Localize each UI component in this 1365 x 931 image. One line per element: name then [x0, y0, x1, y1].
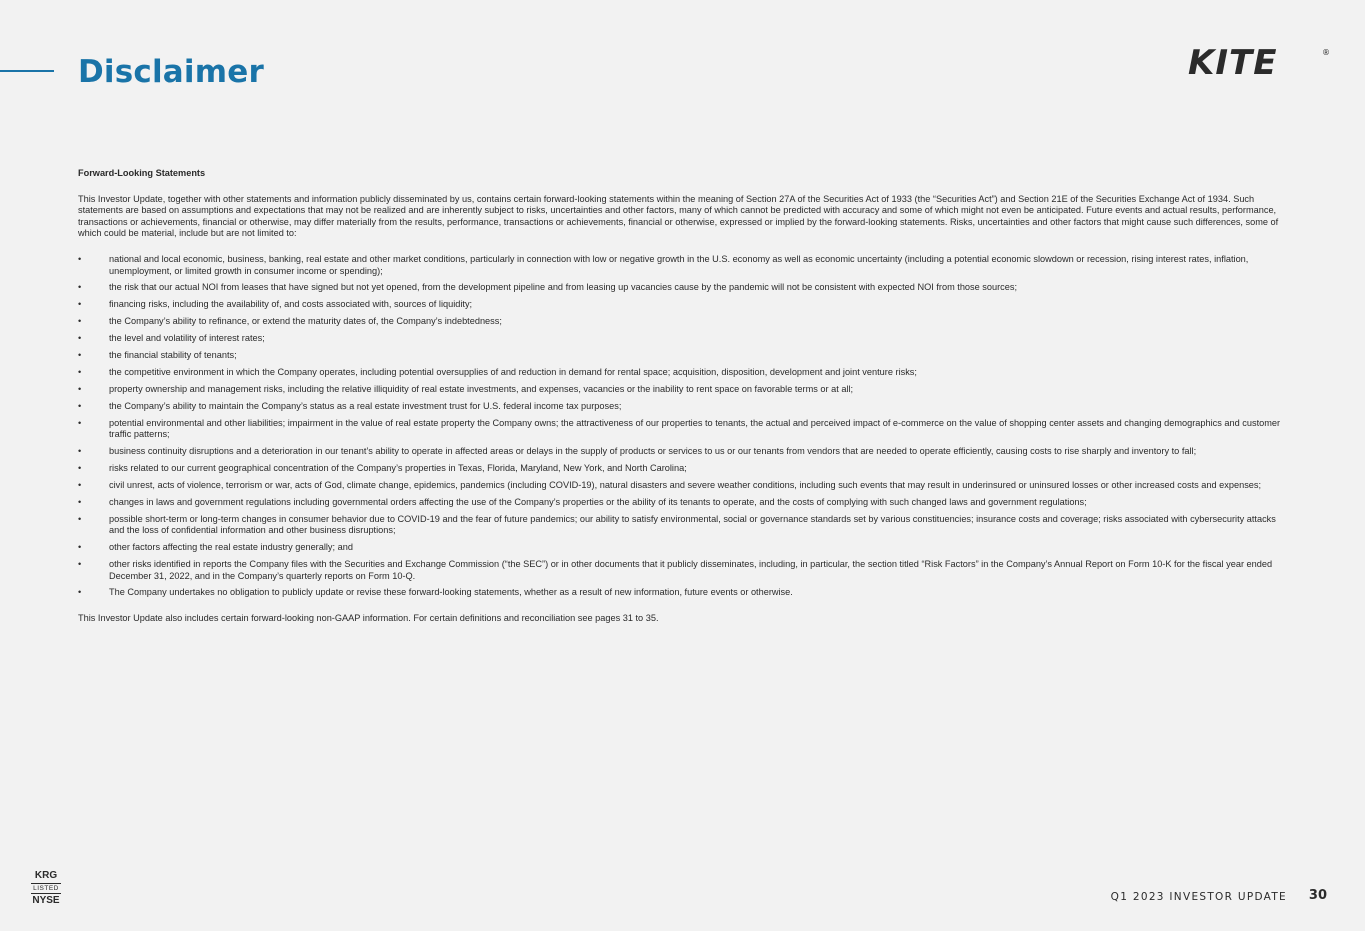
- disclaimer-content: [78, 168, 1290, 625]
- list-item: • the financial stability of tenants;: [78, 350, 1290, 362]
- list-item: • civil unrest, acts of violence, terrorism or war, acts of God, climate change, epidemics, pandemics (including COVID-19), natural disasters and severe weather conditions, including such events that may result in underinsured or uninsured losses or other increased costs and expenses;: [78, 480, 1290, 492]
- ticker-symbol: KRG: [34, 870, 58, 881]
- list-item: • risks related to our current geographical concentration of the Company’s properties in Texas, Florida, Maryland, New York, and North Carolina;: [78, 463, 1290, 475]
- listed-label: LISTED: [31, 883, 61, 894]
- list-item: • changes in laws and government regulations including governmental orders affecting the use of the Company’s properties or the ability of its tenants to operate, and the costs of complying with such changed laws and government regulations;: [78, 497, 1290, 509]
- list-item: • the risk that our actual NOI from leases that have signed but not yet opened, from the development pipeline and from leasing up vacancies cause by the pandemic will not be consistent with expected NOI from those sources;: [78, 282, 1290, 294]
- intro-paragraph: This Investor Update, together with other statements and information publicly disseminated by us, contains certain forward-looking statements within the meaning of Section 27A of the Securities Act of 1933 (the “Securities Act”) and Section 21E of the Securities Exchange Act of 1934. Such statements are based on assumptions and expectations that may not be realized and are inherently subject to risks, uncertainties and other factors, many of which cannot be predicted with accuracy and some of which might not even be anticipated. Future events and actual results, performance, transactions or achievements, financial or otherwise, may differ materially from the results, performance, transactions or achievements, financial or otherwise, expressed or implied by the forward-looking statements. Risks, uncertainties and other factors that might cause such differences, some of which could be material, include but are not limited to:: [78, 193, 1279, 239]
- risk-factor-list: [78, 254, 1290, 599]
- list-item: • national and local economic, business, banking, real estate and other market conditions, particularly in connection with low or negative growth in the U.S. economy as well as economic uncertainty (including a potential economic slowdown or recession, rising interest rates, inflation, unemployment, or limited growth in consumer income or spending);: [78, 254, 1290, 277]
- list-item: • other risks identified in reports the Company files with the Securities and Exchange Commission (“the SEC”) or in other documents that it publicly disseminates, including, in particular, the section titled “Risk Factors” in the Company’s Annual Report on Form 10-K for the fiscal year ended December 31, 2022, and in the Company’s quarterly reports on Form 10-Q.: [78, 559, 1290, 582]
- kite-logo: [1188, 45, 1333, 77]
- exchange-name: NYSE: [32, 895, 60, 906]
- page-number: 30: [1308, 888, 1327, 903]
- page-title: Disclaimer: [78, 54, 264, 90]
- list-item: • business continuity disruptions and a deterioration in our tenant’s ability to operate in affected areas or delays in the supply of products or services to us or our tenants from vendors that are needed to operate efficiently, causing costs to rise sharply and inventory to fall;: [78, 446, 1290, 458]
- nyse-listed-badge: [31, 870, 61, 907]
- closing-paragraph: This Investor Update also includes certain forward-looking non-GAAP information. For certain definitions and reconciliation see pages 31 to 35.: [78, 613, 659, 624]
- report-label: Q1 2023 INVESTOR UPDATE: [1110, 891, 1287, 903]
- list-item: • The Company undertakes no obligation to publicly update or revise these forward-looking statements, whether as a result of new information, future events or otherwise.: [78, 587, 1290, 599]
- list-item: • the Company’s ability to refinance, or extend the maturity dates of, the Company’s indebtedness;: [78, 316, 1290, 328]
- list-item: • potential environmental and other liabilities; impairment in the value of real estate property the Company owns; the attractiveness of our properties to tenants, the actual and perceived impact of e-commerce on the value of shopping center assets and changing demographics and customer traffic patterns;: [78, 418, 1290, 441]
- list-item: • other factors affecting the real estate industry generally; and: [78, 542, 1290, 554]
- section-heading: Forward-Looking Statements: [78, 168, 206, 178]
- list-item: • the competitive environment in which the Company operates, including potential oversupplies of and reduction in demand for rental space; acquisition, disposition, development and joint venture risks;: [78, 367, 1290, 379]
- list-item: • financing risks, including the availability of, and costs associated with, sources of liquidity;: [78, 299, 1290, 311]
- title-accent-line: [0, 70, 54, 72]
- registered-mark-icon: ®: [1322, 48, 1330, 57]
- logo-wordmark: KITE: [1188, 45, 1278, 77]
- list-item: • the level and volatility of interest rates;: [78, 333, 1290, 345]
- list-item: • possible short-term or long-term changes in consumer behavior due to COVID-19 and the fear of future pandemics; our ability to satisfy environmental, social or governance standards set by various constituencies; insurance costs and coverage; risks associated with cybersecurity attacks and the loss of confidential information and other business disruptions;: [78, 514, 1290, 537]
- list-item: • the Company’s ability to maintain the Company’s status as a real estate investment trust for U.S. federal income tax purposes;: [78, 401, 1290, 413]
- list-item: • property ownership and management risks, including the relative illiquidity of real estate investments, and expenses, vacancies or the inability to rent space on favorable terms or at all;: [78, 384, 1290, 396]
